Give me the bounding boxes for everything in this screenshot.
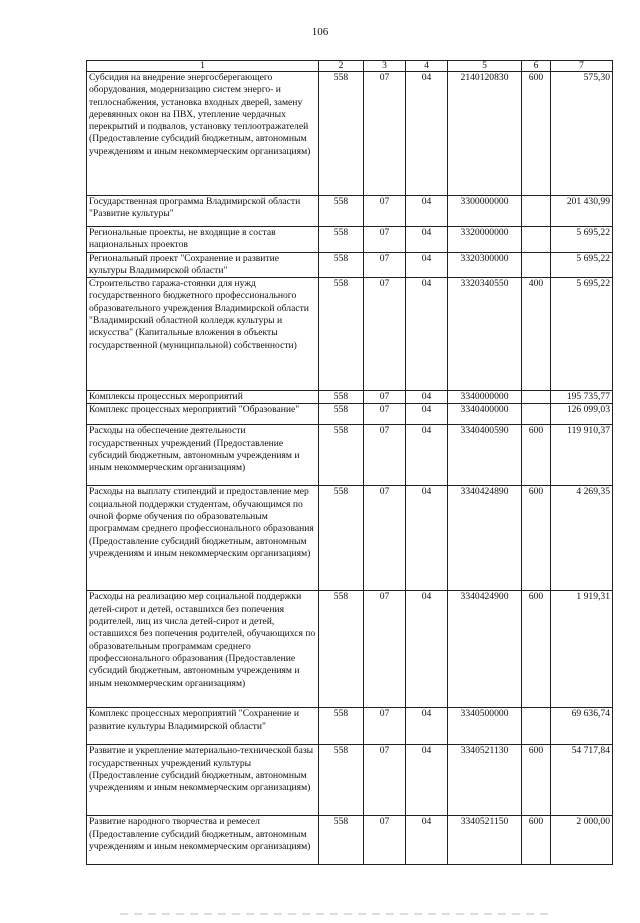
row-amount: 126 099,03 xyxy=(551,404,613,425)
row-name: Комплексы процессных мероприятий xyxy=(87,391,319,404)
row-name: Комплекс процессных мероприятий "Образование" xyxy=(87,404,319,425)
row-expense-type: 600 xyxy=(522,591,551,708)
table-row xyxy=(87,391,613,404)
row-subsection: 04 xyxy=(406,252,448,278)
row-grbs: 558 xyxy=(319,252,364,278)
row-amount: 2 000,00 xyxy=(551,816,613,865)
header-cell: 1 xyxy=(87,61,319,72)
row-name: Расходы на выплату стипендий и предоставление мер социальной поддержки студентам, обучающимся по очной форме обучения по образовательным программам среднего профессионального образования (Предоставление субсидий бюджетным, автономным учреждениям и иным некоммерческим организациям) xyxy=(87,486,319,591)
row-expense-type: 600 xyxy=(522,72,551,196)
row-amount: 54 717,84 xyxy=(551,745,613,816)
table-row xyxy=(87,404,613,425)
row-expense-type xyxy=(522,196,551,227)
row-subsection: 04 xyxy=(406,745,448,816)
row-expense-type xyxy=(522,252,551,278)
row-section: 07 xyxy=(364,591,406,708)
row-amount: 4 269,35 xyxy=(551,486,613,591)
row-subsection: 04 xyxy=(406,72,448,196)
row-section: 07 xyxy=(364,391,406,404)
table-row xyxy=(87,72,613,196)
row-section: 07 xyxy=(364,196,406,227)
row-amount: 201 430,99 xyxy=(551,196,613,227)
row-subsection: 04 xyxy=(406,708,448,745)
row-expense-type: 400 xyxy=(522,278,551,391)
row-expense-type: 600 xyxy=(522,486,551,591)
row-section: 07 xyxy=(364,708,406,745)
row-expense-type: 600 xyxy=(522,816,551,865)
table-row xyxy=(87,425,613,486)
row-target-article: 3320000000 xyxy=(448,227,522,253)
row-name: Развитие и укрепление материально-технической базы государственных учреждений культуры (Предоставление субсидий бюджетным, автономным учреждениям и иным некоммерческим организациям) xyxy=(87,745,319,816)
row-section: 07 xyxy=(364,425,406,486)
budget-table xyxy=(86,60,613,865)
header-cell: 5 xyxy=(448,61,522,72)
header-cell: 6 xyxy=(522,61,551,72)
row-expense-type xyxy=(522,404,551,425)
row-section: 07 xyxy=(364,252,406,278)
table-row xyxy=(87,708,613,745)
row-section: 07 xyxy=(364,72,406,196)
row-grbs: 558 xyxy=(319,425,364,486)
row-grbs: 558 xyxy=(319,391,364,404)
row-subsection: 04 xyxy=(406,816,448,865)
row-name: Региональные проекты, не входящие в состав национальных проектов xyxy=(87,227,319,253)
table-row xyxy=(87,196,613,227)
row-subsection: 04 xyxy=(406,591,448,708)
row-target-article: 3340521130 xyxy=(448,745,522,816)
header-cell: 2 xyxy=(319,61,364,72)
table-row xyxy=(87,227,613,253)
row-grbs: 558 xyxy=(319,72,364,196)
row-amount: 5 695,22 xyxy=(551,252,613,278)
table-row xyxy=(87,591,613,708)
page-number: 106 xyxy=(311,26,329,38)
row-target-article: 3340521150 xyxy=(448,816,522,865)
row-section: 07 xyxy=(364,816,406,865)
table-row xyxy=(87,816,613,865)
row-target-article: 3340400590 xyxy=(448,425,522,486)
row-name: Субсидия на внедрение энергосберегающего оборудования, модернизацию систем энерго- и теплоснабжения, установка входных дверей, замену деревянных окон на ПВХ, утепление чердачных перекрытий и подвалов, установку теплоотражателей (Предоставление субсидий бюджетным, автономным учреждениям и иным некоммерческим организациям) xyxy=(87,72,319,196)
table-row xyxy=(87,252,613,278)
row-name: Комплекс процессных мероприятий "Сохранение и развитие культуры Владимирской области" xyxy=(87,708,319,745)
header-cell: 3 xyxy=(364,61,406,72)
row-subsection: 04 xyxy=(406,486,448,591)
table-row xyxy=(87,278,613,391)
row-amount: 119 910,37 xyxy=(551,425,613,486)
row-amount: 5 695,22 xyxy=(551,227,613,253)
row-target-article: 3320340550 xyxy=(448,278,522,391)
row-name: Государственная программа Владимирской области "Развитие культуры" xyxy=(87,196,319,227)
row-grbs: 558 xyxy=(319,745,364,816)
row-subsection: 04 xyxy=(406,425,448,486)
header-row xyxy=(87,61,613,72)
row-grbs: 558 xyxy=(319,486,364,591)
row-section: 07 xyxy=(364,486,406,591)
row-subsection: 04 xyxy=(406,196,448,227)
row-target-article: 3320300000 xyxy=(448,252,522,278)
row-grbs: 558 xyxy=(319,591,364,708)
row-section: 07 xyxy=(364,278,406,391)
row-section: 07 xyxy=(364,745,406,816)
row-expense-type: 600 xyxy=(522,745,551,816)
row-target-article: 3340400000 xyxy=(448,404,522,425)
row-grbs: 558 xyxy=(319,404,364,425)
row-section: 07 xyxy=(364,404,406,425)
row-grbs: 558 xyxy=(319,278,364,391)
row-grbs: 558 xyxy=(319,708,364,745)
row-expense-type xyxy=(522,227,551,253)
table-row xyxy=(87,486,613,591)
table-row xyxy=(87,745,613,816)
row-name: Региональный проект "Сохранение и развитие культуры Владимирской области" xyxy=(87,252,319,278)
header-cell: 7 xyxy=(551,61,613,72)
row-subsection: 04 xyxy=(406,278,448,391)
row-expense-type xyxy=(522,708,551,745)
row-target-article: 3340000000 xyxy=(448,391,522,404)
row-grbs: 558 xyxy=(319,196,364,227)
header-cell: 4 xyxy=(406,61,448,72)
row-amount: 5 695,22 xyxy=(551,278,613,391)
row-amount: 69 636,74 xyxy=(551,708,613,745)
row-expense-type xyxy=(522,391,551,404)
row-target-article: 2140120830 xyxy=(448,72,522,196)
row-subsection: 04 xyxy=(406,227,448,253)
row-name: Расходы на обеспечение деятельности государственных учреждений (Предоставление субсидий бюджетным, автономным учреждениям и иным некоммерческим организациям) xyxy=(87,425,319,486)
row-target-article: 3300000000 xyxy=(448,196,522,227)
row-amount: 1 919,31 xyxy=(551,591,613,708)
row-grbs: 558 xyxy=(319,227,364,253)
row-expense-type: 600 xyxy=(522,425,551,486)
row-target-article: 3340500000 xyxy=(448,708,522,745)
row-grbs: 558 xyxy=(319,816,364,865)
scan-artifact xyxy=(120,913,550,915)
row-name: Расходы на реализацию мер социальной поддержки детей-сирот и детей, оставшихся без попечения родителей, лиц из числа детей-сирот и детей, оставшихся без попечения родителей, обучающихся по образовательным программам среднего профессионального образования (Предоставление субсидий бюджетным, автономным учреждениям и иным некоммерческим организациям) xyxy=(87,591,319,708)
row-amount: 575,30 xyxy=(551,72,613,196)
row-amount: 195 735,77 xyxy=(551,391,613,404)
row-name: Строительство гаража-стоянки для нужд государственного бюджетного профессионального образовательного учреждения Владимирской области "Владимирский областной колледж культуры и искусства" (Капитальные вложения в объекты государственной (муниципальной) собственности) xyxy=(87,278,319,391)
row-subsection: 04 xyxy=(406,404,448,425)
row-target-article: 3340424890 xyxy=(448,486,522,591)
row-section: 07 xyxy=(364,227,406,253)
row-subsection: 04 xyxy=(406,391,448,404)
row-name: Развитие народного творчества и ремесел (Предоставление субсидий бюджетным, автономным учреждениям и иным некоммерческим организациям) xyxy=(87,816,319,865)
row-target-article: 3340424900 xyxy=(448,591,522,708)
